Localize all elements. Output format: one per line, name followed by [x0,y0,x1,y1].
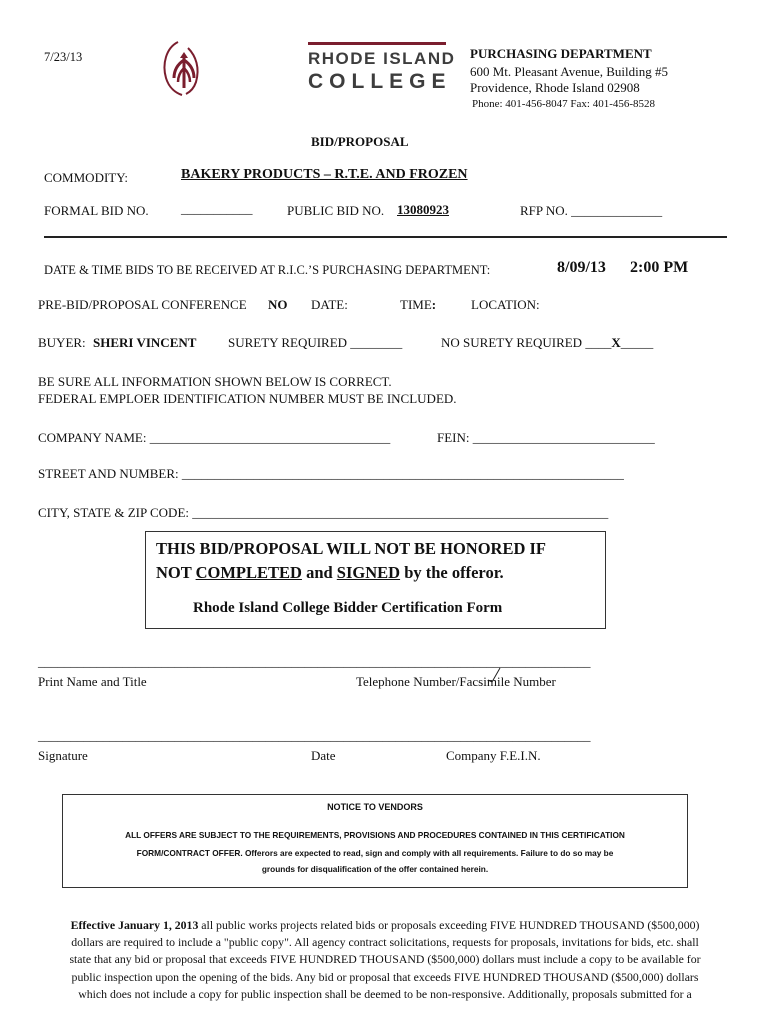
city-field[interactable]: CITY, STATE & ZIP CODE: ________________________________________________________________ [38,505,609,520]
prebid-time-colon: : [431,297,437,312]
name-phone-line[interactable]: _____________________________________________________________________________________ [38,654,591,669]
company-name-field[interactable]: COMPANY NAME: _____________________________________ [38,430,391,445]
notice-line-3: grounds for disqualification of the offer contained herein. [261,864,489,874]
no-surety-label: NO SURETY REQUIRED ____ [441,335,612,350]
warning-line-1: THIS BID/PROPOSAL WILL NOT BE HONORED IF [156,539,546,558]
formal-bid-label: FORMAL BID NO. [44,203,149,218]
date-label: Date [311,748,336,763]
rfp-field[interactable]: RFP NO. ______________ [520,203,663,218]
info-line-1: BE SURE ALL INFORMATION SHOWN BELOW IS CORRECT. [38,374,392,389]
warning-and: and [301,563,337,582]
fein-field[interactable]: FEIN: ____________________________ [437,430,655,445]
deadline-time: 2:00 PM [630,259,689,276]
surety-required-field[interactable]: SURETY REQUIRED ________ [228,335,403,350]
warning-not: NOT [156,563,196,582]
commodity-label: COMMODITY: [44,170,129,185]
footer-line-4: public inspection upon the opening of the bids. Any bid or proposal that exceeds FIVE HUNDRED THOUSAND ($500,000) dollars [71,970,699,984]
public-bid-label: PUBLIC BID NO. [287,203,385,218]
notice-line-1: ALL OFFERS ARE SUBJECT TO THE REQUIREMENTS, PROVISIONS AND PROCEDURES CONTAINED IN THIS CERTIFICATION [125,830,625,840]
dept-title: PURCHASING DEPARTMENT [470,46,652,61]
no-surety-field[interactable] [441,335,653,351]
warning-signed: SIGNED [336,563,401,582]
logo-line-2: COLLEGE [308,70,452,93]
fein-label: Company F.E.I.N. [446,748,541,763]
document-date: 7/23/13 [44,50,83,64]
commodity-value: BAKERY PRODUCTS – R.T.E. AND FROZEN [181,167,468,182]
public-bid-value: 13080923 [397,202,449,217]
street-field[interactable]: STREET AND NUMBER: ____________________________________________________________________ [38,466,624,481]
formal-bid-field[interactable]: ___________ [181,201,253,216]
footer-line-1 [30,918,740,933]
print-name-label: Print Name and Title [38,674,147,689]
warning-line-2 [156,563,504,583]
dept-address-2: Providence, Rhode Island 02908 [470,80,640,95]
deadline-date: 8/09/13 [557,259,606,276]
no-surety-mark: X [611,335,621,350]
form-title: BID/PROPOSAL [311,134,409,149]
footer-line-3: state that any bid or proposal that exceeds FIVE HUNDRED THOUSAND ($500,000) dollars must include a copy to be available for [69,952,701,966]
prebid-date-label: DATE: [311,297,348,312]
logo-line-1: RHODE ISLAND [308,49,456,68]
footer-line-2: dollars are required to include a "public copy". All agency contract solicitations, requests for proposals, invitations for bids, etc. shall [71,935,699,949]
warning-completed: COMPLETED [195,563,302,582]
info-line-2: FEDERAL EMPLOER IDENTIFICATION NUMBER MUST BE INCLUDED. [38,391,457,406]
footer-line-1-text: all public works projects related bids or proposals exceeding FIVE HUNDRED THOUSAND ($500,000) [198,918,700,932]
dept-phone: Phone: 401-456-8047 Fax: 401-456-8528 [472,98,656,110]
college-logo-icon [160,38,210,96]
signature-line[interactable]: _____________________________________________________________________________________ [38,728,591,743]
buyer-label: BUYER: [38,335,86,350]
buyer-value: SHERI VINCENT [93,335,197,350]
prebid-label: PRE-BID/PROPOSAL CONFERENCE [38,297,247,312]
prebid-time-text: TIME [400,297,432,312]
telephone-label: Telephone Number/Facsimile Number [356,674,556,689]
warning-by: by the offeror. [400,563,504,582]
dept-address-1: 600 Mt. Pleasant Avenue, Building #5 [470,64,668,79]
no-surety-tail: _____ [620,335,654,350]
deadline-label: DATE & TIME BIDS TO BE RECEIVED AT R.I.C.’S PURCHASING DEPARTMENT: [44,263,491,277]
prebid-value: NO [268,297,288,312]
footer-line-5: which does not include a copy for public inspection shall be deemed to be non-responsive. Additionally, proposals submitted for a [78,987,692,1001]
certification-title: Rhode Island College Bidder Certification Form [193,600,503,616]
logo-bar [308,42,446,45]
notice-title: NOTICE TO VENDORS [327,802,423,812]
prebid-time-label [400,297,436,313]
signature-label: Signature [38,748,88,763]
divider [44,236,727,238]
footer-lead: Effective January 1, 2013 [70,918,199,932]
prebid-location-label: LOCATION: [471,297,540,312]
notice-line-2: FORM/CONTRACT OFFER. Offerors are expected to read, sign and comply with all requirements. Failure to do so may be [136,848,614,858]
